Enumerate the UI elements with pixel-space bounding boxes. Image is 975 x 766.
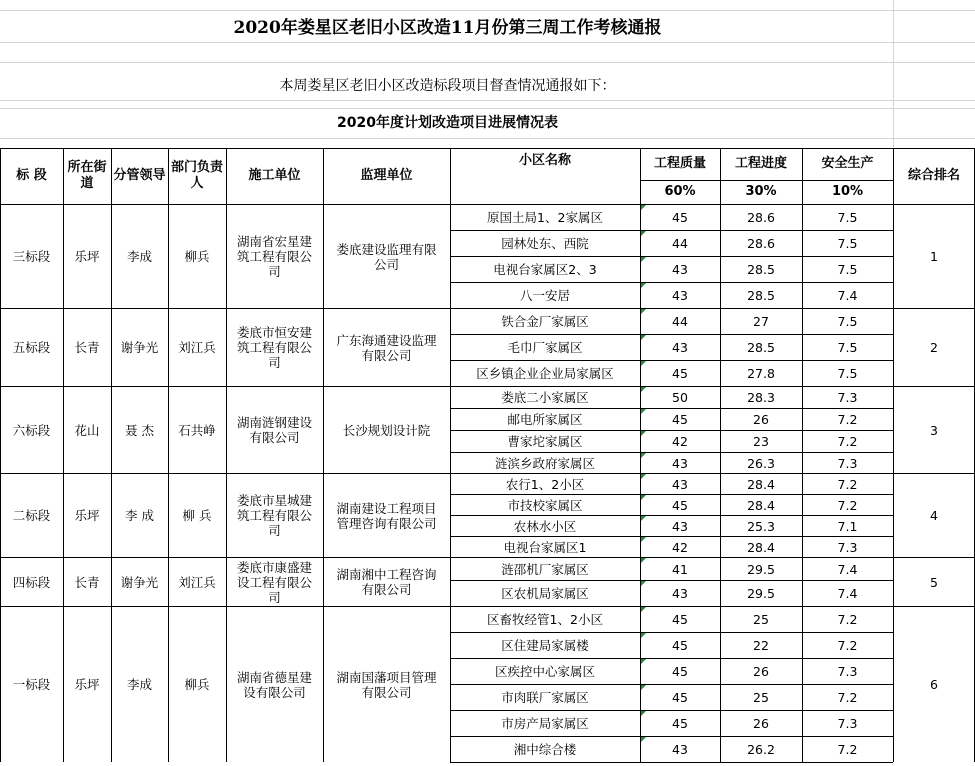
number-as-text-indicator <box>641 231 646 236</box>
number-as-text-indicator <box>641 581 646 586</box>
number-as-text-indicator <box>641 387 646 392</box>
score-progress: 28.5 <box>747 262 775 277</box>
score-safety: 7.3 <box>837 716 858 731</box>
community-name: 区乡镇企业企业局家属区 <box>476 366 614 381</box>
table-border <box>111 148 112 762</box>
score-safety: 7.4 <box>837 288 858 303</box>
header-quality-weight: 60% <box>664 184 696 200</box>
rank-value: 6 <box>930 677 938 692</box>
score-quality: 42 <box>672 434 688 449</box>
street-name: 长青 <box>74 340 100 355</box>
score-safety: 7.2 <box>837 434 858 449</box>
score-quality: 45 <box>672 497 688 513</box>
number-as-text-indicator <box>641 737 646 742</box>
score-safety: 7.2 <box>837 497 858 513</box>
number-as-text-indicator <box>641 335 646 340</box>
section-name: 四标段 <box>12 574 51 590</box>
number-as-text-indicator <box>641 309 646 314</box>
score-progress: 26 <box>753 412 769 427</box>
contractor-name: 娄底市恒安建筑工程有限公司 <box>236 325 312 370</box>
score-progress: 28.3 <box>747 390 775 405</box>
score-quality: 42 <box>672 539 688 555</box>
community-name: 八一安居 <box>519 288 570 303</box>
leader-name: 李 成 <box>125 508 154 523</box>
score-progress: 26.3 <box>747 455 775 471</box>
number-as-text-indicator <box>641 361 646 366</box>
community-name: 邮电所家属区 <box>507 412 583 427</box>
community-name: 农林水小区 <box>513 518 577 534</box>
table-border <box>450 762 893 763</box>
header-section: 标 段 <box>16 168 47 184</box>
score-quality: 45 <box>672 412 688 427</box>
score-safety: 7.1 <box>837 518 858 534</box>
header-quality: 工程质量 <box>653 156 706 172</box>
header-community: 小区名称 <box>518 153 571 169</box>
score-progress: 22 <box>753 638 769 653</box>
score-quality: 45 <box>672 716 688 731</box>
score-progress: 28.4 <box>747 476 775 492</box>
score-quality: 43 <box>672 586 688 601</box>
score-quality: 43 <box>672 518 688 534</box>
score-progress: 26 <box>753 716 769 731</box>
score-safety: 7.5 <box>837 236 858 251</box>
supervisor-name: 娄底建设监理有限公司 <box>336 241 437 272</box>
header-dept-head: 部门负责人 <box>170 160 223 191</box>
header-contractor: 施工单位 <box>248 168 301 184</box>
dept-head-name: 柳 兵 <box>182 508 212 523</box>
table-border <box>323 148 324 762</box>
score-progress: 29.5 <box>747 561 775 577</box>
score-safety: 7.2 <box>837 638 858 653</box>
score-progress: 25 <box>753 690 769 705</box>
community-name: 涟滨乡政府家属区 <box>494 455 595 471</box>
supervisor-name: 长沙规划设计院 <box>342 422 431 438</box>
supervisor-name: 湖南湘中工程咨询有限公司 <box>336 567 437 597</box>
contractor-name: 娄底市康盛建设工程有限公司 <box>236 559 312 605</box>
score-quality: 43 <box>672 742 688 757</box>
number-as-text-indicator <box>641 257 646 262</box>
street-name: 长青 <box>74 574 100 590</box>
rank-value: 4 <box>930 508 938 523</box>
community-name: 市房产局家属区 <box>501 716 589 731</box>
table-border <box>168 148 169 762</box>
leader-name: 谢争光 <box>120 574 159 590</box>
number-as-text-indicator <box>641 431 646 436</box>
header-street: 所在街道 <box>67 160 107 191</box>
supervisor-name: 广东海通建设监理有限公司 <box>336 332 437 363</box>
report-intro: 本周娄星区老旧小区改造标段项目督查情况通报如下： <box>279 77 616 94</box>
community-name: 电视台家属区2、3 <box>493 262 597 277</box>
score-progress: 25.3 <box>747 518 775 534</box>
community-name: 市肉联厂家属区 <box>501 690 589 705</box>
number-as-text-indicator <box>641 607 646 612</box>
score-progress: 28.6 <box>747 236 775 251</box>
leader-name: 李成 <box>126 677 152 692</box>
number-as-text-indicator <box>641 633 646 638</box>
leader-name: 李成 <box>126 249 152 264</box>
number-as-text-indicator <box>641 474 646 479</box>
community-name: 铁合金厂家属区 <box>501 314 589 329</box>
table-border <box>893 148 894 762</box>
dept-head-name: 刘江兵 <box>178 340 216 355</box>
header-rank: 综合排名 <box>907 168 960 184</box>
score-progress: 28.5 <box>747 288 775 303</box>
score-safety: 7.2 <box>837 476 858 492</box>
section-name: 一标段 <box>12 677 51 692</box>
street-name: 花山 <box>74 422 100 438</box>
number-as-text-indicator <box>641 659 646 664</box>
score-safety: 7.4 <box>837 586 858 601</box>
score-safety: 7.3 <box>837 539 858 555</box>
contractor-name: 湖南省宏星建筑工程有限公司 <box>236 234 312 279</box>
score-progress: 23 <box>753 434 769 449</box>
score-quality: 44 <box>672 314 688 329</box>
section-name: 三标段 <box>12 249 51 264</box>
gridline <box>0 138 975 139</box>
score-quality: 43 <box>672 262 688 277</box>
table-border <box>802 148 803 762</box>
dept-head-name: 柳兵 <box>184 677 210 692</box>
community-name: 原国土局1、2家属区 <box>487 210 603 225</box>
dept-head-name: 石共峥 <box>178 422 216 438</box>
score-progress: 26.2 <box>747 742 775 757</box>
header-leader: 分管领导 <box>113 168 166 184</box>
score-progress: 29.5 <box>747 586 775 601</box>
number-as-text-indicator <box>641 711 646 716</box>
number-as-text-indicator <box>641 558 646 563</box>
contractor-name: 娄底市星城建筑工程有限公司 <box>236 493 312 538</box>
contractor-name: 湖南涟钢建设有限公司 <box>236 415 312 445</box>
score-safety: 7.2 <box>837 742 858 757</box>
community-name: 电视台家属区1 <box>503 539 587 555</box>
number-as-text-indicator <box>641 516 646 521</box>
supervisor-name: 湖南建设工程项目管理咨询有限公司 <box>336 500 437 531</box>
number-as-text-indicator <box>641 495 646 500</box>
score-quality: 45 <box>672 664 688 679</box>
score-safety: 7.5 <box>837 210 858 225</box>
score-quality: 45 <box>672 638 688 653</box>
community-name: 湘中综合楼 <box>513 742 577 757</box>
table-subtitle: 2020年度计划改造项目进展情况表 <box>337 114 558 131</box>
score-safety: 7.5 <box>837 366 858 381</box>
score-quality: 45 <box>672 366 688 381</box>
score-safety: 7.5 <box>837 340 858 355</box>
score-safety: 7.2 <box>837 690 858 705</box>
rank-value: 5 <box>930 574 938 590</box>
contractor-name: 湖南省德星建设有限公司 <box>236 669 312 700</box>
street-name: 乐坪 <box>74 249 100 264</box>
score-quality: 41 <box>672 561 688 577</box>
rank-value: 1 <box>930 249 938 264</box>
gridline <box>0 62 975 63</box>
community-name: 区住建局家属楼 <box>501 638 589 653</box>
score-safety: 7.5 <box>837 314 858 329</box>
table-border <box>0 148 1 762</box>
score-quality: 43 <box>672 455 688 471</box>
section-name: 二标段 <box>12 508 51 523</box>
score-safety: 7.5 <box>837 262 858 277</box>
community-name: 市技校家属区 <box>507 497 583 513</box>
score-quality: 43 <box>672 476 688 492</box>
score-safety: 7.4 <box>837 561 858 577</box>
header-safety-weight: 10% <box>831 184 864 200</box>
score-progress: 28.4 <box>747 497 775 513</box>
score-safety: 7.3 <box>837 455 858 471</box>
street-name: 乐坪 <box>74 508 100 523</box>
gridline <box>0 108 975 109</box>
table-border <box>226 148 227 762</box>
header-supervisor: 监理单位 <box>360 168 413 184</box>
score-progress: 27 <box>753 314 769 329</box>
table-border <box>450 148 451 762</box>
gridline <box>0 100 975 101</box>
section-name: 六标段 <box>12 422 51 438</box>
header-safety: 安全生产 <box>821 156 874 172</box>
score-quality: 43 <box>672 340 688 355</box>
leader-name: 谢争光 <box>120 340 159 355</box>
score-safety: 7.3 <box>837 664 858 679</box>
rank-value: 3 <box>930 422 938 438</box>
table-border <box>63 148 64 762</box>
score-progress: 28.5 <box>747 340 775 355</box>
leader-name: 聂 杰 <box>125 422 154 438</box>
report-title: 2020年娄星区老旧小区改造11月份第三周工作考核通报 <box>233 17 662 38</box>
score-progress: 27.8 <box>747 366 775 381</box>
score-progress: 28.6 <box>747 210 775 225</box>
score-quality: 44 <box>672 236 688 251</box>
section-name: 五标段 <box>12 340 51 355</box>
number-as-text-indicator <box>641 205 646 210</box>
score-quality: 45 <box>672 210 688 225</box>
community-name: 农行1、2小区 <box>505 476 585 492</box>
gridline <box>0 10 975 11</box>
community-name: 区疾控中心家属区 <box>494 664 595 679</box>
header-progress-weight: 30% <box>745 184 777 200</box>
number-as-text-indicator <box>641 453 646 458</box>
score-quality: 45 <box>672 612 688 627</box>
score-safety: 7.3 <box>837 390 858 405</box>
score-quality: 43 <box>672 288 688 303</box>
community-name: 娄底二小家属区 <box>501 390 589 405</box>
score-quality: 45 <box>672 690 688 705</box>
number-as-text-indicator <box>641 283 646 288</box>
street-name: 乐坪 <box>74 677 100 692</box>
gridline <box>893 0 894 148</box>
community-name: 区畜牧经管1、2小区 <box>487 612 603 627</box>
dept-head-name: 柳兵 <box>184 249 210 264</box>
rank-value: 2 <box>930 340 938 355</box>
community-name: 园林处东、西院 <box>501 236 589 251</box>
score-quality: 50 <box>672 390 688 405</box>
supervisor-name: 湖南国藩项目管理有限公司 <box>336 669 437 700</box>
number-as-text-indicator <box>641 537 646 542</box>
community-name: 曹家坨家属区 <box>507 434 583 449</box>
community-name: 区农机局家属区 <box>501 586 589 601</box>
community-name: 涟邵机厂家属区 <box>501 561 589 577</box>
table-border <box>720 148 721 762</box>
dept-head-name: 刘江兵 <box>178 574 216 590</box>
number-as-text-indicator <box>641 409 646 414</box>
gridline <box>0 42 975 43</box>
score-progress: 25 <box>753 612 769 627</box>
number-as-text-indicator <box>641 685 646 690</box>
score-safety: 7.2 <box>837 412 858 427</box>
score-progress: 26 <box>753 664 769 679</box>
header-progress: 工程进度 <box>734 156 787 172</box>
community-name: 毛巾厂家属区 <box>507 340 583 355</box>
score-progress: 28.4 <box>747 539 775 555</box>
score-safety: 7.2 <box>837 612 858 627</box>
